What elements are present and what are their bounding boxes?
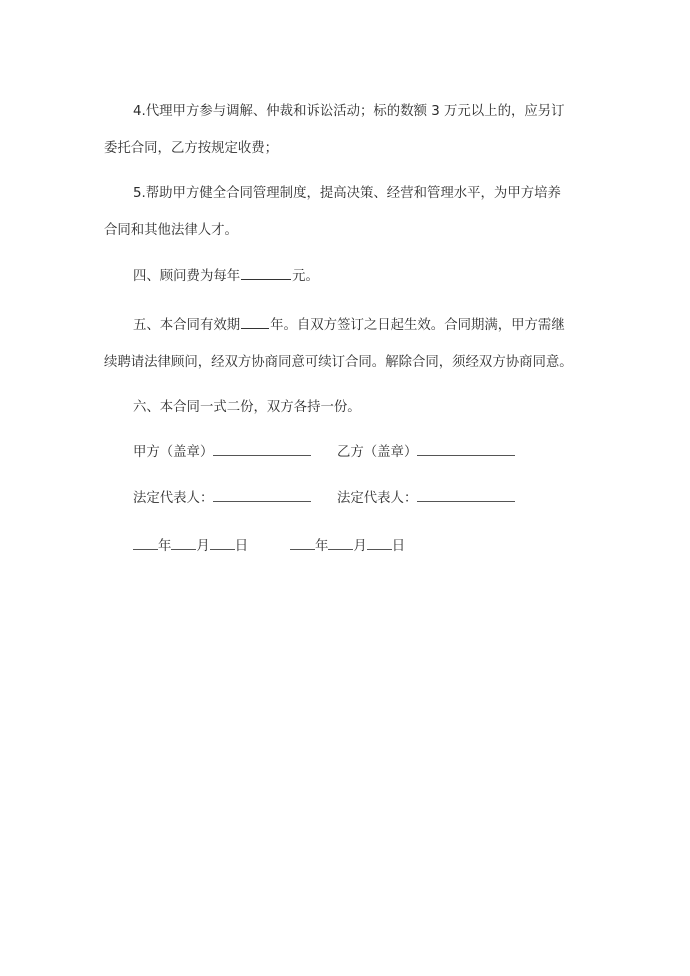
month-label: 月 [353, 539, 367, 554]
party-b-seal-label: 乙方（盖章） [337, 445, 418, 460]
section-5-prefix: 五、本合同有效期 [133, 318, 241, 333]
party-b-day-blank[interactable] [367, 535, 392, 550]
party-a-rep-blank[interactable] [213, 487, 311, 502]
fee-amount-blank[interactable] [241, 265, 291, 280]
party-b-year-blank[interactable] [290, 535, 315, 550]
year-label: 年 [315, 539, 329, 554]
party-b-month-blank[interactable] [328, 535, 353, 550]
section-4-prefix: 四、顾问费为每年 [133, 269, 241, 284]
clause-item-5-line1: 5.帮助甲方健全合同管理制度，提高决策、经营和管理水平，为甲方培养 [133, 186, 561, 201]
day-label: 日 [234, 539, 249, 554]
clause-item-5-line2: 合同和其他法律人才。 [104, 223, 238, 238]
section-5-line1 [104, 307, 590, 344]
section-5-middle: 年。自双方签订之日起生效。合同期满，甲方需继 [270, 318, 565, 333]
clause-item-5 [104, 175, 590, 249]
party-a-representative [133, 487, 311, 511]
party-b-seal-blank[interactable] [417, 441, 515, 456]
year-label: 年 [158, 539, 172, 554]
party-b-date [290, 535, 405, 559]
clause-item-4-line2: 委托合同，乙方按规定收费； [104, 141, 279, 156]
party-a-seal-blank[interactable] [213, 441, 311, 456]
party-a-day-blank[interactable] [210, 535, 235, 550]
party-b-representative [337, 487, 515, 511]
month-label: 月 [196, 539, 210, 554]
party-b-rep-blank[interactable] [417, 487, 515, 502]
party-a-date [133, 535, 248, 559]
party-a-rep-label: 法定代表人： [133, 491, 214, 506]
clause-item-4 [104, 93, 590, 167]
party-a-seal [133, 441, 311, 465]
section-5-line2: 续聘请法律顾问，经双方协商同意可续订合同。解除合同，须经双方协商同意。 [104, 355, 573, 370]
section-5-term [104, 307, 590, 381]
party-b-seal [337, 441, 515, 465]
day-label: 日 [391, 539, 406, 554]
party-a-month-blank[interactable] [171, 535, 196, 550]
section-4-line [104, 258, 590, 295]
section-4-fee [104, 258, 590, 295]
section-6-line: 六、本合同一式二份，双方各持一份。 [133, 400, 361, 415]
party-a-seal-label: 甲方（盖章） [133, 445, 214, 460]
party-a-year-blank[interactable] [133, 535, 158, 550]
section-6-copies [104, 389, 590, 426]
section-4-suffix: 元。 [292, 269, 319, 284]
term-years-blank[interactable] [241, 314, 269, 329]
clause-item-4-line1: 4.代理甲方参与调解、仲裁和诉讼活动；标的数额 3 万元以上的，应另订 [133, 104, 565, 119]
party-b-rep-label: 法定代表人： [337, 491, 418, 506]
